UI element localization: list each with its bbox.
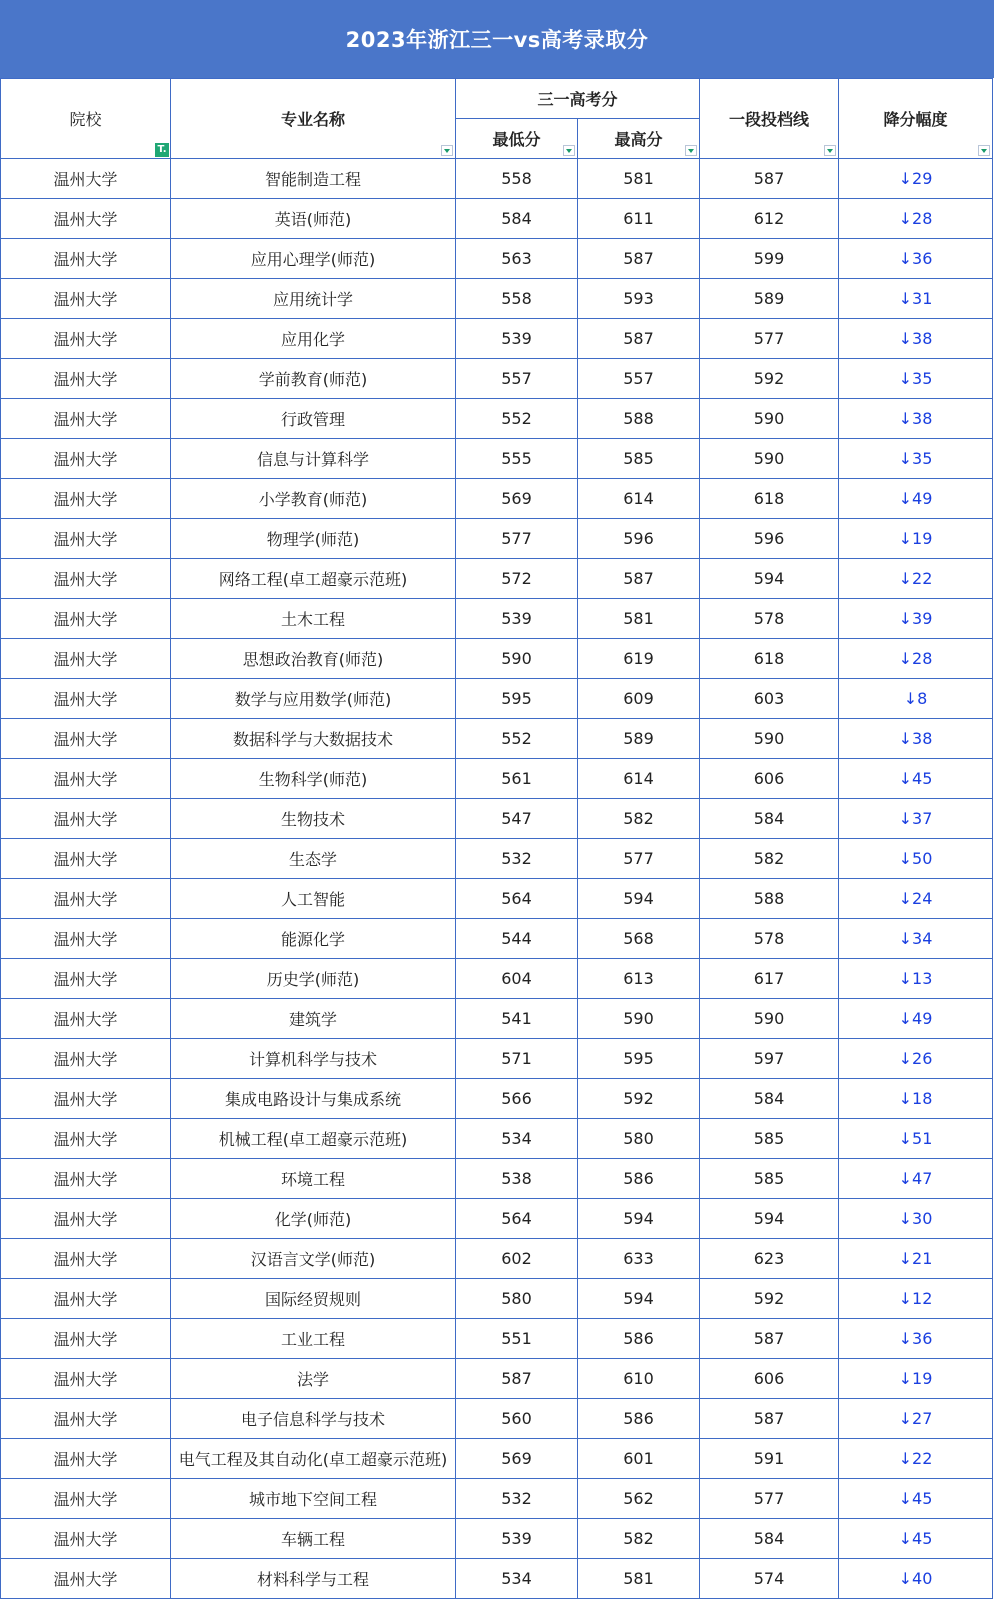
cell-school: 温州大学 (1, 159, 171, 199)
cell-score-drop: ↓12 (839, 1279, 993, 1319)
cell-cutoff-line: 590 (700, 439, 839, 479)
filter-active-icon[interactable]: T. (155, 143, 169, 157)
table-row (1, 279, 993, 319)
cell-cutoff-line: 617 (700, 959, 839, 999)
cell-cutoff-line: 574 (700, 1559, 839, 1599)
cell-score-drop: ↓49 (839, 999, 993, 1039)
cell-max-score: 585 (578, 439, 700, 479)
cell-max-score: 580 (578, 1119, 700, 1159)
cell-school: 温州大学 (1, 919, 171, 959)
header-drop (839, 79, 993, 159)
cell-major: 生物科学(师范) (171, 759, 456, 799)
cell-cutoff-line: 577 (700, 1479, 839, 1519)
cell-min-score: 534 (456, 1119, 578, 1159)
cell-cutoff-line: 587 (700, 1319, 839, 1359)
cell-min-score: 577 (456, 519, 578, 559)
table-row (1, 1119, 993, 1159)
cell-school: 温州大学 (1, 199, 171, 239)
cell-cutoff-line: 588 (700, 879, 839, 919)
cell-score-drop: ↓22 (839, 559, 993, 599)
table-row (1, 559, 993, 599)
cell-max-score: 614 (578, 479, 700, 519)
cell-max-score: 613 (578, 959, 700, 999)
cell-max-score: 589 (578, 719, 700, 759)
cell-major: 化学(师范) (171, 1199, 456, 1239)
table-row (1, 399, 993, 439)
cell-school: 温州大学 (1, 559, 171, 599)
cell-major: 数据科学与大数据技术 (171, 719, 456, 759)
cell-min-score: 566 (456, 1079, 578, 1119)
cell-major: 集成电路设计与集成系统 (171, 1079, 456, 1119)
table-row (1, 599, 993, 639)
cell-major: 数学与应用数学(师范) (171, 679, 456, 719)
cell-cutoff-line: 590 (700, 999, 839, 1039)
cell-school: 温州大学 (1, 1079, 171, 1119)
cell-score-drop: ↓36 (839, 239, 993, 279)
cell-major: 国际经贸规则 (171, 1279, 456, 1319)
cell-max-score: 614 (578, 759, 700, 799)
cell-min-score: 584 (456, 199, 578, 239)
cell-max-score: 633 (578, 1239, 700, 1279)
cell-max-score: 593 (578, 279, 700, 319)
cell-min-score: 538 (456, 1159, 578, 1199)
cell-max-score: 609 (578, 679, 700, 719)
cell-cutoff-line: 592 (700, 1279, 839, 1319)
cell-school: 温州大学 (1, 519, 171, 559)
cell-school: 温州大学 (1, 1399, 171, 1439)
cell-max-score: 594 (578, 879, 700, 919)
cell-major: 机械工程(卓工超豪示范班) (171, 1119, 456, 1159)
header-school (1, 79, 171, 159)
table-row (1, 799, 993, 839)
cell-max-score: 610 (578, 1359, 700, 1399)
table-header (1, 79, 993, 159)
table-row (1, 1479, 993, 1519)
cell-score-drop: ↓39 (839, 599, 993, 639)
cell-score-drop: ↓8 (839, 679, 993, 719)
cell-cutoff-line: 584 (700, 1079, 839, 1119)
table-row (1, 1079, 993, 1119)
cell-max-score: 557 (578, 359, 700, 399)
cell-major: 人工智能 (171, 879, 456, 919)
cell-max-score: 587 (578, 559, 700, 599)
cell-min-score: 564 (456, 879, 578, 919)
cell-max-score: 601 (578, 1439, 700, 1479)
cell-cutoff-line: 597 (700, 1039, 839, 1079)
cell-min-score: 569 (456, 479, 578, 519)
cell-min-score: 557 (456, 359, 578, 399)
table-row (1, 1519, 993, 1559)
cell-min-score: 569 (456, 1439, 578, 1479)
cell-major: 建筑学 (171, 999, 456, 1039)
cell-cutoff-line: 623 (700, 1239, 839, 1279)
cell-major: 生态学 (171, 839, 456, 879)
cell-cutoff-line: 584 (700, 1519, 839, 1559)
cell-score-drop: ↓35 (839, 359, 993, 399)
cell-major: 历史学(师范) (171, 959, 456, 999)
cell-max-score: 595 (578, 1039, 700, 1079)
cell-min-score: 564 (456, 1199, 578, 1239)
cell-cutoff-line: 591 (700, 1439, 839, 1479)
cell-min-score: 561 (456, 759, 578, 799)
cell-min-score: 552 (456, 719, 578, 759)
header-major-label: 专业名称 (280, 110, 345, 129)
cell-school: 温州大学 (1, 1159, 171, 1199)
header-group (456, 79, 700, 119)
cell-score-drop: ↓29 (839, 159, 993, 199)
cell-score-drop: ↓30 (839, 1199, 993, 1239)
cell-major: 环境工程 (171, 1159, 456, 1199)
table-row (1, 319, 993, 359)
cell-min-score: 572 (456, 559, 578, 599)
table-row (1, 639, 993, 679)
cell-max-score: 582 (578, 1519, 700, 1559)
table-row (1, 1159, 993, 1199)
cell-score-drop: ↓36 (839, 1319, 993, 1359)
cell-cutoff-line: 594 (700, 559, 839, 599)
cell-score-drop: ↓28 (839, 639, 993, 679)
cell-score-drop: ↓38 (839, 719, 993, 759)
header-group-label: 三一高考分 (537, 90, 618, 109)
cell-major: 思想政治教育(师范) (171, 639, 456, 679)
cell-max-score: 586 (578, 1319, 700, 1359)
cell-score-drop: ↓38 (839, 319, 993, 359)
table-row (1, 479, 993, 519)
cell-school: 温州大学 (1, 479, 171, 519)
cell-min-score: 571 (456, 1039, 578, 1079)
cell-score-drop: ↓47 (839, 1159, 993, 1199)
cell-school: 温州大学 (1, 1239, 171, 1279)
cell-max-score: 586 (578, 1159, 700, 1199)
cell-major: 行政管理 (171, 399, 456, 439)
cell-min-score: 602 (456, 1239, 578, 1279)
cell-cutoff-line: 606 (700, 1359, 839, 1399)
cell-max-score: 581 (578, 159, 700, 199)
cell-max-score: 582 (578, 799, 700, 839)
cell-major: 生物技术 (171, 799, 456, 839)
cell-min-score: 532 (456, 1479, 578, 1519)
cell-max-score: 596 (578, 519, 700, 559)
cell-min-score: 580 (456, 1279, 578, 1319)
header-school-label: 院校 (69, 110, 102, 129)
cell-max-score: 594 (578, 1199, 700, 1239)
header-drop-label: 降分幅度 (883, 110, 948, 129)
header-max-label: 最高分 (614, 130, 663, 149)
cell-cutoff-line: 587 (700, 1399, 839, 1439)
cell-cutoff-line: 584 (700, 799, 839, 839)
cell-score-drop: ↓34 (839, 919, 993, 959)
table-row (1, 1439, 993, 1479)
cell-school: 温州大学 (1, 799, 171, 839)
cell-max-score: 586 (578, 1399, 700, 1439)
table-row (1, 719, 993, 759)
cell-school: 温州大学 (1, 1199, 171, 1239)
cell-major: 英语(师范) (171, 199, 456, 239)
cell-school: 温州大学 (1, 239, 171, 279)
table-row (1, 519, 993, 559)
cell-cutoff-line: 612 (700, 199, 839, 239)
cell-min-score: 552 (456, 399, 578, 439)
cell-score-drop: ↓38 (839, 399, 993, 439)
cell-major: 信息与计算科学 (171, 439, 456, 479)
cell-max-score: 588 (578, 399, 700, 439)
cell-school: 温州大学 (1, 879, 171, 919)
table-row (1, 999, 993, 1039)
cell-min-score: 547 (456, 799, 578, 839)
cell-min-score: 604 (456, 959, 578, 999)
cell-min-score: 539 (456, 1519, 578, 1559)
cell-max-score: 581 (578, 1559, 700, 1599)
cell-school: 温州大学 (1, 319, 171, 359)
cell-score-drop: ↓19 (839, 519, 993, 559)
table-row (1, 1399, 993, 1439)
cell-school: 温州大学 (1, 1479, 171, 1519)
cell-max-score: 562 (578, 1479, 700, 1519)
table-row (1, 759, 993, 799)
cell-min-score: 541 (456, 999, 578, 1039)
cell-school: 温州大学 (1, 359, 171, 399)
cell-max-score: 577 (578, 839, 700, 879)
cell-major: 电子信息科学与技术 (171, 1399, 456, 1439)
cell-score-drop: ↓50 (839, 839, 993, 879)
header-max (578, 119, 700, 159)
table-row (1, 1239, 993, 1279)
cell-cutoff-line: 590 (700, 399, 839, 439)
cell-score-drop: ↓26 (839, 1039, 993, 1079)
cell-min-score: 555 (456, 439, 578, 479)
cell-school: 温州大学 (1, 1039, 171, 1079)
table-row (1, 959, 993, 999)
cell-cutoff-line: 603 (700, 679, 839, 719)
header-min (456, 119, 578, 159)
table-row (1, 1359, 993, 1399)
cell-major: 能源化学 (171, 919, 456, 959)
cell-min-score: 544 (456, 919, 578, 959)
cell-min-score: 560 (456, 1399, 578, 1439)
cell-school: 温州大学 (1, 639, 171, 679)
cell-score-drop: ↓49 (839, 479, 993, 519)
cell-cutoff-line: 618 (700, 639, 839, 679)
cell-school: 温州大学 (1, 679, 171, 719)
cell-major: 智能制造工程 (171, 159, 456, 199)
table-row (1, 159, 993, 199)
cell-max-score: 587 (578, 239, 700, 279)
cell-score-drop: ↓19 (839, 1359, 993, 1399)
cell-school: 温州大学 (1, 1359, 171, 1399)
cell-school: 温州大学 (1, 399, 171, 439)
cell-school: 温州大学 (1, 719, 171, 759)
cell-school: 温州大学 (1, 439, 171, 479)
cell-major: 应用统计学 (171, 279, 456, 319)
cell-max-score: 611 (578, 199, 700, 239)
cell-cutoff-line: 594 (700, 1199, 839, 1239)
cell-min-score: 539 (456, 319, 578, 359)
cell-cutoff-line: 596 (700, 519, 839, 559)
filter-dropdown-icon[interactable] (824, 145, 836, 156)
cell-score-drop: ↓24 (839, 879, 993, 919)
table-row (1, 439, 993, 479)
table-row (1, 1039, 993, 1079)
cell-score-drop: ↓27 (839, 1399, 993, 1439)
cell-major: 车辆工程 (171, 1519, 456, 1559)
cell-school: 温州大学 (1, 599, 171, 639)
cell-cutoff-line: 585 (700, 1159, 839, 1199)
cell-cutoff-line: 592 (700, 359, 839, 399)
cell-min-score: 558 (456, 159, 578, 199)
cell-score-drop: ↓40 (839, 1559, 993, 1599)
table-row (1, 839, 993, 879)
cell-major: 材料科学与工程 (171, 1559, 456, 1599)
cell-cutoff-line: 618 (700, 479, 839, 519)
page-title: 2023年浙江三一vs高考录取分 (0, 0, 994, 78)
cell-score-drop: ↓21 (839, 1239, 993, 1279)
table-row (1, 879, 993, 919)
cell-school: 温州大学 (1, 1439, 171, 1479)
cell-max-score: 619 (578, 639, 700, 679)
cell-max-score: 568 (578, 919, 700, 959)
cell-min-score: 558 (456, 279, 578, 319)
cell-score-drop: ↓18 (839, 1079, 993, 1119)
cell-major: 小学教育(师范) (171, 479, 456, 519)
filter-dropdown-icon[interactable] (563, 145, 575, 156)
cell-score-drop: ↓31 (839, 279, 993, 319)
cell-school: 温州大学 (1, 1119, 171, 1159)
cell-max-score: 592 (578, 1079, 700, 1119)
cell-score-drop: ↓51 (839, 1119, 993, 1159)
table-row (1, 1559, 993, 1599)
cell-cutoff-line: 582 (700, 839, 839, 879)
cell-major: 应用心理学(师范) (171, 239, 456, 279)
cell-min-score: 587 (456, 1359, 578, 1399)
cell-school: 温州大学 (1, 1519, 171, 1559)
table-body (1, 159, 993, 1599)
cell-score-drop: ↓13 (839, 959, 993, 999)
cell-min-score: 563 (456, 239, 578, 279)
filter-dropdown-icon[interactable] (978, 145, 990, 156)
cell-max-score: 587 (578, 319, 700, 359)
table-row (1, 1319, 993, 1359)
cell-cutoff-line: 599 (700, 239, 839, 279)
table-row (1, 199, 993, 239)
cell-major: 物理学(师范) (171, 519, 456, 559)
table-row (1, 1199, 993, 1239)
cell-cutoff-line: 587 (700, 159, 839, 199)
table-row (1, 1279, 993, 1319)
cell-cutoff-line: 585 (700, 1119, 839, 1159)
cell-major: 学前教育(师范) (171, 359, 456, 399)
cell-min-score: 534 (456, 1559, 578, 1599)
table-row (1, 359, 993, 399)
cell-max-score: 590 (578, 999, 700, 1039)
cell-cutoff-line: 589 (700, 279, 839, 319)
cell-cutoff-line: 578 (700, 599, 839, 639)
cell-school: 温州大学 (1, 1279, 171, 1319)
header-major (171, 79, 456, 159)
cell-major: 电气工程及其自动化(卓工超豪示范班) (171, 1439, 456, 1479)
cell-score-drop: ↓45 (839, 759, 993, 799)
cell-cutoff-line: 590 (700, 719, 839, 759)
cell-score-drop: ↓37 (839, 799, 993, 839)
cell-school: 温州大学 (1, 959, 171, 999)
filter-dropdown-icon[interactable] (685, 145, 697, 156)
cell-school: 温州大学 (1, 999, 171, 1039)
cell-score-drop: ↓45 (839, 1519, 993, 1559)
cell-score-drop: ↓45 (839, 1479, 993, 1519)
cell-major: 城市地下空间工程 (171, 1479, 456, 1519)
header-line-label: 一段投档线 (729, 110, 810, 129)
table-row (1, 239, 993, 279)
cell-min-score: 551 (456, 1319, 578, 1359)
header-min-label: 最低分 (492, 130, 541, 149)
cell-min-score: 595 (456, 679, 578, 719)
cell-school: 温州大学 (1, 279, 171, 319)
cell-major: 网络工程(卓工超豪示范班) (171, 559, 456, 599)
filter-dropdown-icon[interactable] (441, 145, 453, 156)
cell-major: 应用化学 (171, 319, 456, 359)
cell-score-drop: ↓28 (839, 199, 993, 239)
cell-school: 温州大学 (1, 839, 171, 879)
cell-max-score: 581 (578, 599, 700, 639)
cell-cutoff-line: 606 (700, 759, 839, 799)
cell-major: 汉语言文学(师范) (171, 1239, 456, 1279)
cell-major: 法学 (171, 1359, 456, 1399)
cell-min-score: 539 (456, 599, 578, 639)
table-row (1, 679, 993, 719)
cell-major: 计算机科学与技术 (171, 1039, 456, 1079)
cell-school: 温州大学 (1, 759, 171, 799)
cell-major: 土木工程 (171, 599, 456, 639)
cell-school: 温州大学 (1, 1559, 171, 1599)
cell-min-score: 590 (456, 639, 578, 679)
cell-cutoff-line: 578 (700, 919, 839, 959)
score-table (0, 78, 993, 1599)
cell-cutoff-line: 577 (700, 319, 839, 359)
table-row (1, 919, 993, 959)
cell-score-drop: ↓35 (839, 439, 993, 479)
cell-major: 工业工程 (171, 1319, 456, 1359)
header-line (700, 79, 839, 159)
cell-score-drop: ↓22 (839, 1439, 993, 1479)
cell-school: 温州大学 (1, 1319, 171, 1359)
cell-max-score: 594 (578, 1279, 700, 1319)
cell-min-score: 532 (456, 839, 578, 879)
